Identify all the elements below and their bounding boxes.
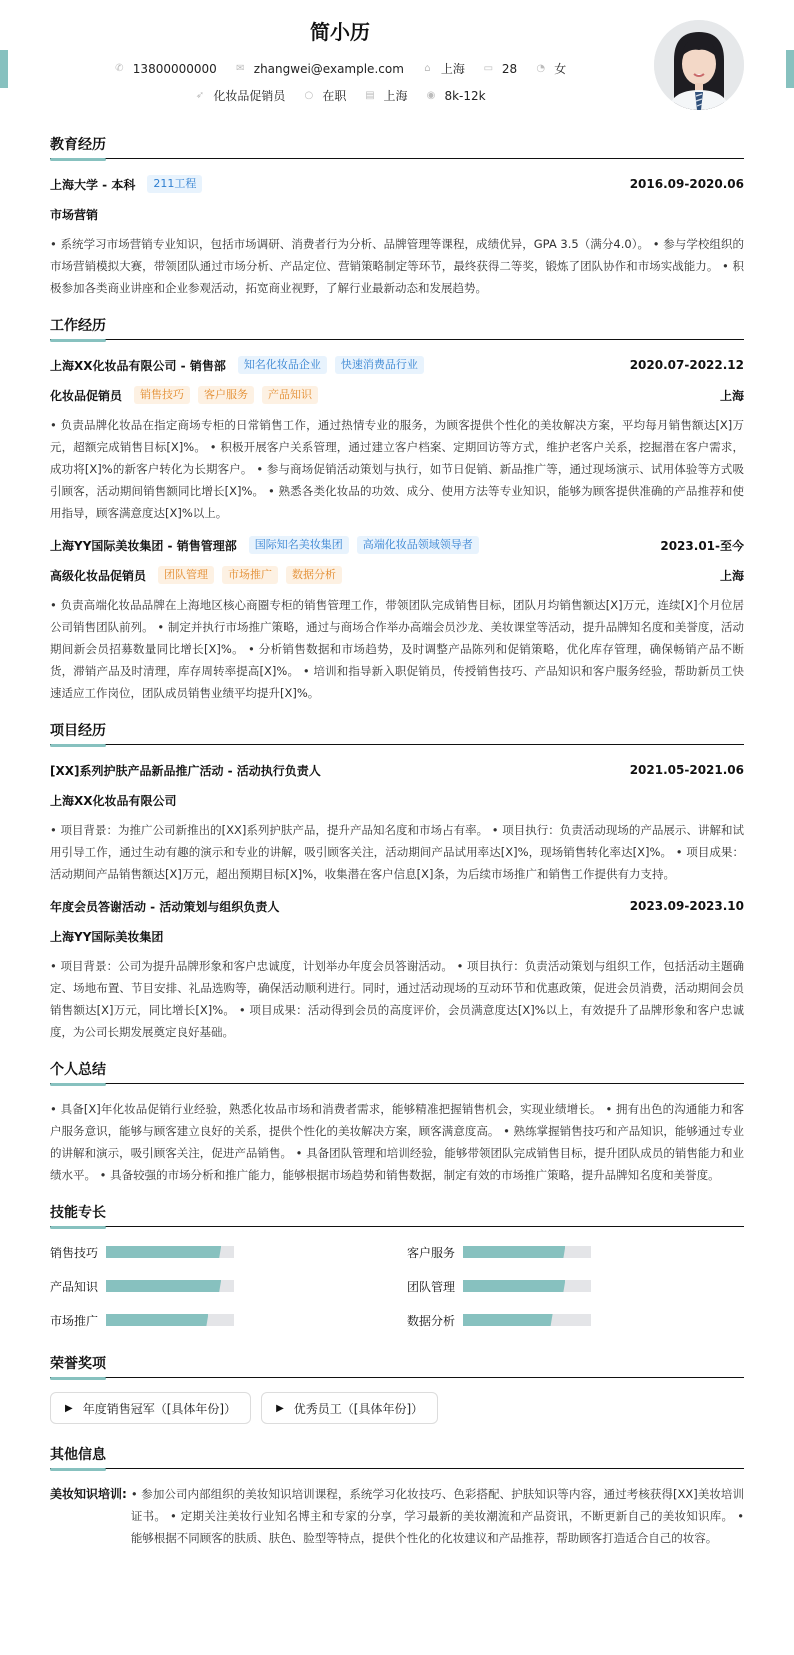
education-row — [50, 173, 744, 195]
skill-item — [50, 1309, 387, 1331]
project-description: • 项目背景：公司为提升品牌形象和客户忠诚度，计划举办年度会员答谢活动。 • 项目执行：负责活动策划与组织工作，包括活动主题确定、场地布置、节目安排、礼品选购等，确保活动顺利进行。同时，通过活动现场的互动环节和优惠政策，促进会员消费，活动期间会员销售额达[X]万元，同比增长[X]%。 • 项目成果：活动得到会员的高度评价，会员满意度达[X]%以上，有效提升了品牌形象和客户忠诚度，为公司长期发展奠定良好基础。 — [50, 959, 744, 1039]
salary-text: 8k-12k — [444, 88, 486, 103]
age-text: 28 — [501, 61, 518, 76]
projects-title: 项目经历 — [50, 714, 744, 745]
age-item — [483, 62, 517, 76]
project-item — [50, 895, 744, 1043]
phone-icon: ✆ — [115, 63, 124, 74]
project-org: 上海XX化妆品有限公司 — [50, 793, 177, 808]
role-tag: 客户服务 — [198, 386, 254, 404]
avatar-portrait-icon — [654, 20, 744, 110]
education-period: 2016.09-2020.06 — [629, 177, 744, 191]
skills-section — [50, 1196, 744, 1331]
email-item — [235, 62, 404, 76]
award-item[interactable] — [261, 1392, 438, 1424]
summary-description: • 具备[X]年化妆品促销行业经验，熟悉化妆品市场和消费者需求，能够精准把握销售机会，实现业绩增长。 • 拥有出色的沟通能力和客户服务意识，能够与顾客建立良好的关系，提供个性化的美妆解决方案，顾客满意度高。 • 熟练掌握销售技巧和产品知识，能够通过专业的讲解和演示，吸引顾客关注，促进产品销售。 • 具备团队管理和培训经验，能够带领团队完成销售目标，提升团队成员的销售能力和业绩水平。 • 具备较强的市场分析和推广能力，能够根据市场趋势和销售数据，制定有效的市场推广策略，提升品牌知名度和美誉度。 — [50, 1102, 744, 1182]
skill-bar — [106, 1246, 234, 1258]
skill-item — [407, 1309, 744, 1331]
resume-header — [0, 0, 794, 130]
education-title: 教育经历 — [50, 128, 744, 159]
company-tag: 知名化妆品企业 — [238, 356, 327, 374]
role-tag: 销售技巧 — [134, 386, 190, 404]
school-tag: 211工程 — [147, 175, 202, 193]
play-triangle-icon: ▶ — [65, 1402, 73, 1414]
skill-bar — [463, 1314, 591, 1326]
skill-name: 产品知识 — [50, 1279, 99, 1294]
skill-bar — [463, 1246, 591, 1258]
project-name: [XX]系列护肤产品新品推广活动 - 活动执行负责人 — [50, 763, 321, 778]
phone-item — [114, 62, 217, 76]
role-tag: 产品知识 — [262, 386, 318, 404]
skill-name: 数据分析 — [407, 1313, 456, 1328]
project-description: • 项目背景：为推广公司新推出的[XX]系列护肤产品，提升产品知名度和市场占有率。 • 项目执行：负责活动现场的产品展示、讲解和试用引导工作，通过生动有趣的演示和专业的讲解，吸引顾客关注，活动期间产品试用率达[X]%，现场销售转化率达[X]%。 • 项目成果：活动期间产品销售额达[X]万元，超出预期目标[X]%，收集潜在客户信息[X]条，为后续市场推广和销售工作提供有力支持。 — [50, 823, 744, 881]
projects-section — [50, 714, 744, 1043]
other-section — [50, 1438, 744, 1549]
work-location: 上海 — [719, 388, 744, 403]
other-title: 其他信息 — [50, 1438, 744, 1469]
project-period: 2023.09-2023.10 — [629, 899, 744, 913]
city-item — [422, 60, 465, 77]
award-item[interactable] — [50, 1392, 251, 1424]
work-description: • 负责高端化妆品品牌在上海地区核心商圈专柜的销售管理工作，带领团队完成销售目标，团队月均销售额达[X]万元，连续[X]个月位居公司销售团队前列。 • 制定并执行市场推广策略，通过与商场合作举办高端会员沙龙、美妆课堂等活动，提升品牌知名度和美誉度，活动期间新会员招募数量同比增长[X]%。 • 分析销售数据和市场趋势，及时调整产品陈列和促销策略，优化库存管理，确保畅销产品不断货，滞销产品及时清理，库存周转率提高[X]%。 • 培训和指导新入职促销员，传授销售技巧、产品知识和客户服务经验，帮助新员工快速适应工作岗位，团队成员销售业绩平均提升[X]%。 — [50, 598, 744, 700]
job-role: 高级化妆品促销员 — [50, 568, 147, 583]
summary-section — [50, 1053, 744, 1186]
major-name: 市场营销 — [50, 207, 99, 222]
skill-bar — [106, 1280, 234, 1292]
building-icon: ▤ — [365, 90, 375, 101]
mail-icon: ✉ — [236, 63, 245, 74]
role-tag: 团队管理 — [158, 566, 214, 584]
skills-title: 技能专长 — [50, 1196, 744, 1227]
other-item — [50, 1483, 744, 1549]
job-role: 化妆品促销员 — [50, 388, 123, 403]
target-city-text: 上海 — [383, 89, 408, 103]
work-title: 工作经历 — [50, 309, 744, 340]
role-tag: 数据分析 — [286, 566, 342, 584]
home-icon: ⌂ — [424, 63, 431, 74]
company-name: 上海YY国际美妆集团 - 销售管理部 — [50, 538, 237, 553]
company-name: 上海XX化妆品有限公司 - 销售部 — [50, 358, 226, 373]
salary-item — [425, 89, 485, 103]
education-section — [50, 128, 744, 299]
work-location: 上海 — [719, 568, 744, 583]
status-icon: ○ — [304, 90, 314, 101]
other-item-key: 美妆知识培训: — [50, 1487, 127, 1501]
skill-item — [50, 1241, 387, 1263]
target-job-text: 化妆品促销员 — [213, 89, 286, 103]
send-icon: ➶ — [195, 90, 205, 101]
work-period: 2020.07-2022.12 — [629, 358, 744, 372]
target-job-item — [194, 87, 285, 104]
avatar-photo — [654, 20, 744, 110]
gender-icon: ◔ — [536, 63, 546, 74]
school-name: 上海大学 - 本科 — [50, 177, 136, 192]
work-description: • 负责品牌化妆品在指定商场专柜的日常销售工作，通过热情专业的服务，为顾客提供个性化的美妆解决方案，平均每月销售额达[X]万元，超额完成销售目标[X]%。 • 积极开展客户关系管理，通过建立客户档案、定期回访等方式，维护老客户关系，挖掘潜在客户需求，成功将[X]%的新客户转化为长期客户。 • 参与商场促销活动策划与执行，如节日促销、新品推广等，通过现场演示、试用体验等方式吸引顾客，活动期间销售额同比增长[X]%。 • 熟悉各类化妆品的功效、成分、使用方法等专业知识，能够为顾客提供准确的产品推荐和使用指导，顾客满意度达[X]%以上。 — [50, 418, 744, 520]
work-item — [50, 534, 744, 704]
job-status-text: 在职 — [322, 89, 347, 103]
city-text: 上海 — [440, 62, 465, 76]
phone-text: 13800000000 — [132, 61, 217, 76]
salary-icon: ◉ — [426, 90, 436, 101]
resume-body — [50, 128, 744, 1549]
award-label: 优秀员工（[具体年份]） — [293, 1401, 424, 1416]
gender-item — [535, 60, 566, 77]
work-section — [50, 309, 744, 704]
skill-bar — [106, 1314, 234, 1326]
job-status-item — [303, 87, 346, 104]
project-period: 2021.05-2021.06 — [629, 763, 744, 777]
awards-section — [50, 1347, 744, 1424]
skill-item — [50, 1275, 387, 1297]
email-text: zhangwei@example.com — [253, 61, 404, 76]
other-item-value: • 参加公司内部组织的美妆知识培训课程，系统学习化妆技巧、色彩搭配、护肤知识等内容，通过考核获得[XX]美妆培训证书。 • 定期关注美妆行业知名博主和专家的分享，学习最新的美妆潮流和产品资讯，不断更新自己的美妆知识库。 • 能够根据不同顾客的肤质、肤色、脸型等特点，提供个性化的化妆建议和产品推荐，帮助顾客打造适合自己的妆容。 — [130, 1487, 744, 1545]
project-name: 年度会员答谢活动 - 活动策划与组织负责人 — [50, 899, 280, 914]
age-icon: ▭ — [483, 63, 494, 74]
company-tag: 国际知名美妆集团 — [249, 536, 349, 554]
company-tag: 快速消费品行业 — [335, 356, 424, 374]
contact-row — [0, 60, 680, 77]
role-tag: 市场推广 — [222, 566, 278, 584]
work-item — [50, 354, 744, 524]
project-item — [50, 759, 744, 885]
company-tag: 高端化妆品领域领导者 — [357, 536, 479, 554]
skill-name: 团队管理 — [407, 1279, 456, 1294]
skill-item — [407, 1241, 744, 1263]
skill-item — [407, 1275, 744, 1297]
project-org: 上海YY国际美妆集团 — [50, 929, 164, 944]
skill-bar — [463, 1280, 591, 1292]
award-label: 年度销售冠军（[具体年份]） — [82, 1401, 237, 1416]
target-city-item — [364, 87, 407, 104]
gender-text: 女 — [554, 62, 567, 76]
play-triangle-icon: ▶ — [276, 1402, 284, 1414]
candidate-name: 简小历 — [310, 20, 370, 44]
education-description: • 系统学习市场营销专业知识，包括市场调研、消费者行为分析、品牌管理等课程，成绩优异，GPA 3.5（满分4.0）。 • 参与学校组织的市场营销模拟大赛，带领团队通过市场分析、产品定位、营销策略制定等环节，最终获得二等奖，锻炼了团队协作和市场实战能力。 • 积极参加各类商业讲座和企业参观活动，拓宽商业视野，了解行业最新动态和发展趋势。 — [50, 237, 744, 295]
skill-name: 客户服务 — [407, 1245, 456, 1260]
work-period: 2023.01-至今 — [660, 538, 744, 553]
skill-name: 市场推广 — [50, 1313, 99, 1328]
awards-title: 荣誉奖项 — [50, 1347, 744, 1378]
skill-name: 销售技巧 — [50, 1245, 99, 1260]
job-intent-row — [0, 87, 680, 104]
summary-title: 个人总结 — [50, 1053, 744, 1084]
